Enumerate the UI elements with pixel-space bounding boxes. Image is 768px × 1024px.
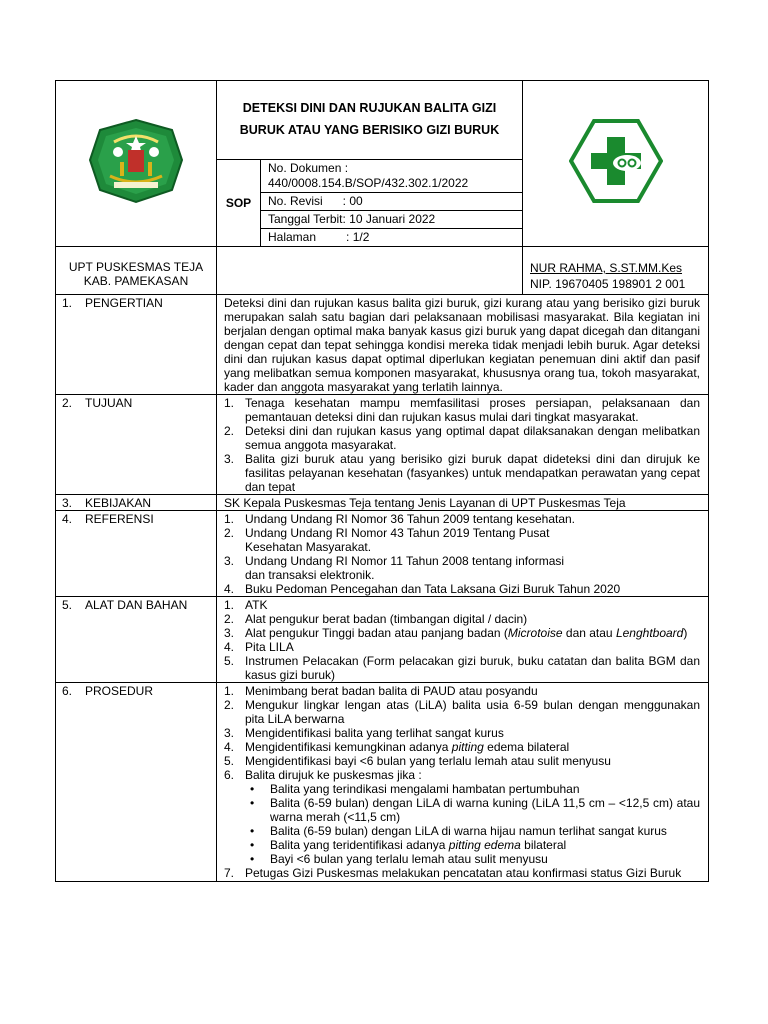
regency-emblem-icon: [88, 118, 184, 204]
unit-name-line1: UPT PUSKESMAS TEJA: [68, 260, 204, 274]
issue-date-field: Tanggal Terbit: 10 Januari 2022: [261, 211, 523, 229]
unit-name-cell: [56, 247, 217, 295]
list-item: 6. Balita dirujuk ke puskesmas jika :: [224, 768, 422, 782]
puskesmas-logo-icon: [569, 119, 663, 203]
list-item: 2. Undang Undang RI Nomor 43 Tahun 2019 Tentang Pusat Kesehatan Masyarakat.: [224, 526, 550, 554]
doc-number-label: No. Dokumen :: [268, 161, 349, 175]
section-pengertian-text: Deteksi dini dan rujukan kasus balita gizi buruk, gizi kurang atau yang berisiko gizi buruk merupakan salah satu bagian dari pelaksanaan mobilisasi masyarakat. Bila kegiatan ini berjalan dengan optimal maka banyak kasus gizi buruk yang dapat dicegah dan ditangani dengan cepat dan tepat sehingga kondisi mereka tidak menjadi lebih buruk. Agar deteksi dini dan rujukan kasus dapat optimal diperlukan kegiatan penemuan dini aktif dan pasif yang melibatkan semua komponen masyarakat, khususnya orang tua, tokoh masyarakat, kader dan anggota masyarakat yang terlatih lainnya.: [217, 295, 709, 395]
puskesmas-logo-cell: [523, 81, 709, 247]
list-item: 3. Alat pengukur Tinggi badan atau panjang badan (Microtoise dan atau Lenghtboard): [224, 626, 688, 640]
section-tujuan-content: [217, 395, 709, 495]
list-item: 7. Petugas Gizi Puskesmas melakukan pencatatan atau konfirmasi status Gizi Buruk: [224, 866, 682, 880]
sop-label: SOP: [217, 160, 261, 247]
identity-empty-cell: [217, 247, 523, 295]
list-item: 5. Instrumen Pelacakan (Form pelacakan gizi buruk, buku catatan dan balita BGM dan kasus gizi buruk): [224, 654, 700, 682]
list-item: 2. Alat pengukur berat badan (timbangan digital / dacin): [224, 612, 528, 626]
list-item: 4. Buku Pedoman Pencegahan dan Tata Laksana Gizi Buruk Tahun 2020: [224, 582, 621, 596]
section-prosedur-label: 6. PROSEDUR: [56, 683, 217, 882]
bullet-item: • Balita (6-59 bulan) dengan LiLA di warna kuning (LiLA 11,5 cm – <12,5 cm) atau warna merah (<11,5 cm): [224, 796, 700, 824]
list-item: 1. Tenaga kesehatan mampu memfasilitasi proses persiapan, pelaksanaan dan pemantauan deteksi dini dan rujukan kasus mulai dari tingkat masyarakat.: [224, 396, 700, 424]
doc-number-value: 440/0008.154.B/SOP/432.302.1/2022: [268, 176, 469, 190]
section-alat-label: 5. ALAT DAN BAHAN: [56, 597, 217, 683]
doc-number-field: [261, 160, 523, 193]
sop-meta-table: [216, 159, 523, 247]
referral-criteria-list: [224, 782, 700, 866]
bullet-item: • Balita (6-59 bulan) dengan LiLA di warna hijau namun terlihat sangat kurus: [224, 824, 700, 838]
list-item: 4. Pita LILA: [224, 640, 294, 654]
list-item: 2. Deteksi dini dan rujukan kasus yang optimal dapat dilaksanakan dengan melibatkan semua anggota masyarakat.: [224, 424, 700, 452]
list-item: 4. Mengidentifikasi kemungkinan adanya pitting edema bilateral: [224, 740, 570, 754]
document-title: [217, 81, 522, 159]
section-referensi-label: 4. REFERENSI: [56, 511, 217, 597]
title-line-2: BURUK ATAU YANG BERISIKO GIZI BURUK: [239, 123, 500, 137]
list-item: 1. Menimbang berat badan balita di PAUD atau posyandu: [224, 684, 538, 698]
list-item: 1. ATK: [224, 598, 268, 612]
list-item: 3. Undang Undang RI Nomor 11 Tahun 2008 tentang informasi dan transaksi elektronik.: [224, 554, 565, 582]
signer-name: NUR RAHMA, S.ST.MM.Kes: [530, 261, 683, 275]
section-referensi-content: [217, 511, 709, 597]
title-line-1: DETEKSI DINI DAN RUJUKAN BALITA GIZI: [242, 101, 497, 115]
signer-nip: NIP. 19670405 198901 2 001: [530, 277, 686, 291]
unit-name-line2: KAB. PAMEKASAN: [83, 274, 189, 288]
bullet-item: • Balita yang teridentifikasi adanya pitting edema bilateral: [224, 838, 700, 852]
section-kebijakan-label: 3. KEBIJAKAN: [56, 495, 217, 511]
revision-field: No. Revisi : 00: [261, 193, 523, 211]
section-alat-content: [217, 597, 709, 683]
bullet-item: • Balita yang terindikasi mengalami hambatan pertumbuhan: [224, 782, 700, 796]
section-kebijakan-text: SK Kepala Puskesmas Teja tentang Jenis Layanan di UPT Puskesmas Teja: [217, 495, 709, 511]
list-item: 3. Mengidentifikasi balita yang terlihat sangat kurus: [224, 726, 504, 740]
section-prosedur-content: [217, 683, 709, 882]
list-item: 1. Undang Undang RI Nomor 36 Tahun 2009 tentang kesehatan.: [224, 512, 576, 526]
bullet-item: • Bayi <6 bulan yang terlalu lemah atau sulit menyusu: [224, 852, 700, 866]
section-tujuan-label: 2. TUJUAN: [56, 395, 217, 495]
list-item: 3. Balita gizi buruk atau yang berisiko gizi buruk dapat dideteksi dini dan dirujuk ke fasilitas pelayanan kesehatan (fasyankes) untuk mendapatkan perawatan yang cepat dan tepat: [224, 452, 700, 494]
page-field: Halaman : 1/2: [261, 229, 523, 247]
signer-cell: [523, 247, 709, 295]
list-item: 2. Mengukur lingkar lengan atas (LiLA) balita usia 6-59 bulan dengan menggunakan pita LiLA berwarna: [224, 698, 700, 726]
list-item: 5. Mengidentifikasi bayi <6 bulan yang terlalu lemah atau sulit menyusu: [224, 754, 611, 768]
sop-table: [55, 80, 709, 882]
regency-logo-cell: [56, 81, 217, 247]
sop-document: [55, 80, 708, 882]
section-pengertian-label: 1. PENGERTIAN: [56, 295, 217, 395]
